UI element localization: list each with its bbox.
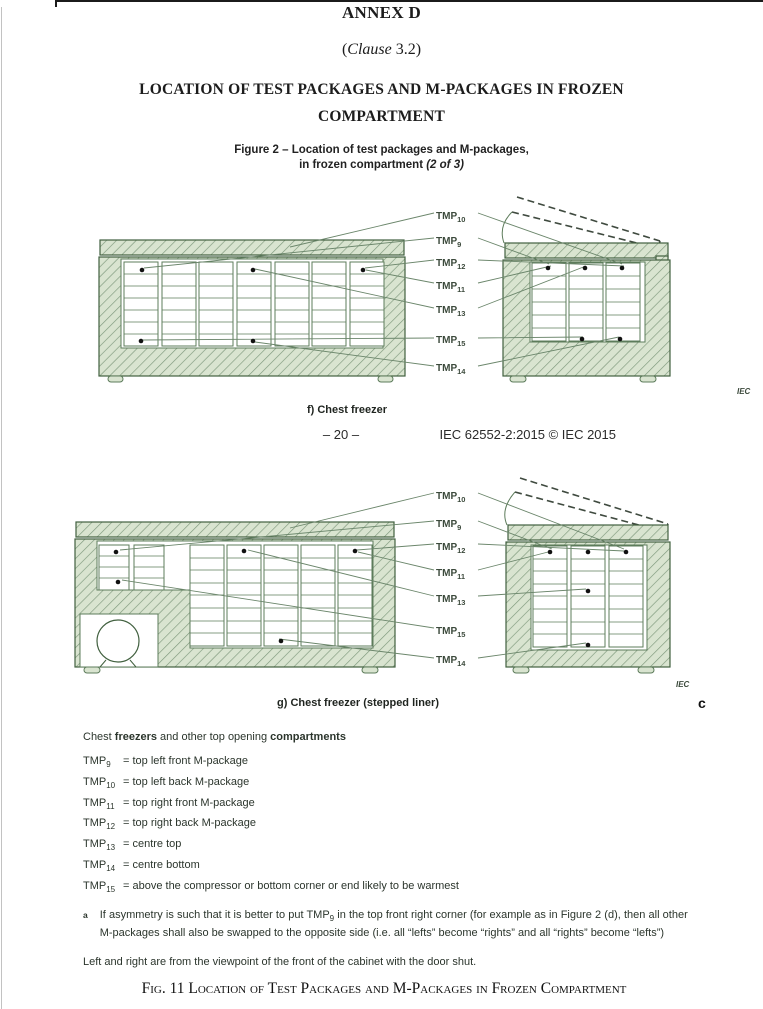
legend-heading-part-bold: freezers	[114, 731, 157, 743]
tmp-label: $TMP_{11}$	[436, 281, 466, 294]
tmp-definition: = centre top	[123, 838, 182, 851]
freezer-foot	[640, 376, 656, 382]
page-title-line1: LOCATION OF TEST PACKAGES AND M-PACKAGES IN FROZEN	[139, 81, 624, 98]
figure-f-caption: f) Chest freezer	[306, 404, 388, 416]
figure-2-title	[0, 143, 763, 173]
legend-item	[83, 859, 695, 880]
legend-heading-part: Chest	[83, 731, 115, 743]
legend-block	[83, 731, 695, 968]
tmp-label: $TMP_{12}$	[436, 542, 466, 555]
figure-g-caption: g) Chest freezer (stepped liner)	[277, 697, 439, 709]
clause-number: 3.2)	[391, 41, 422, 58]
tmp-label: $TMP_{13}$	[436, 594, 466, 607]
figure-2-title-sheet-number: (2 of 3)	[426, 159, 464, 171]
iec-mark: IEC	[676, 680, 690, 689]
open-lid-dashed-outline	[512, 197, 660, 249]
tmp-label: $TMP_9$	[436, 236, 462, 249]
figure-2-title-line1: Figure 2 – Location of test packages and M-packages,	[234, 144, 529, 156]
scan-artifact-top-line	[55, 0, 763, 2]
legend-item	[83, 755, 695, 776]
clause-word: Clause	[347, 41, 392, 58]
page-title-line2: COMPARTMENT	[317, 108, 446, 125]
freezer-foot	[108, 376, 123, 382]
revision-marker: c	[698, 695, 706, 711]
legend-item	[83, 880, 695, 901]
annex-title: ANNEX D	[341, 3, 422, 22]
lid-swing-arc	[502, 212, 512, 243]
tmp-label: $TMP_{14}$	[436, 363, 466, 376]
compressor	[97, 620, 139, 662]
chest-freezer-side-view	[502, 197, 670, 382]
freezer-foot	[513, 667, 529, 673]
figure-2-title-line2-text: in frozen compartment	[299, 159, 427, 171]
tmp-label: $TMP_{10}$	[436, 491, 466, 504]
tmp-label: $TMP_{11}$	[436, 568, 466, 581]
page-title	[0, 76, 763, 130]
footnote-text	[100, 908, 688, 941]
freezer-foot	[378, 376, 393, 382]
tmp-identifier: $TMP_{10}$	[83, 775, 116, 790]
footnote-marker: a	[83, 909, 88, 920]
tmp-identifier: $TMP_9$	[83, 755, 111, 770]
tmp-label: $TMP_{15}$	[436, 626, 466, 639]
tmp-label: $TMP_{14}$	[436, 655, 466, 668]
tmp-definition: = centre bottom	[123, 858, 200, 871]
freezer-foot	[84, 667, 100, 673]
tmp-labels	[436, 491, 466, 668]
chest-freezer-front-view	[99, 240, 405, 382]
tmp-definition: = top right back M-package	[123, 817, 256, 830]
legend-heading-part-bold: compartments	[270, 731, 346, 743]
tmp-label: $TMP_9$	[436, 519, 462, 532]
tmp-definition: = top right front M-package	[123, 796, 255, 809]
iec-mark: IEC	[737, 387, 751, 396]
tmp-label: $TMP_{10}$	[436, 211, 466, 224]
tmp-identifier: $TMP_{11}$	[83, 796, 115, 811]
tmp-identifier: $TMP_{12}$	[83, 817, 116, 832]
tmp-identifier: $TMP_{14}$	[83, 858, 116, 874]
tmp-definition: = above the compressor or bottom corner or end likely to be warmest	[123, 879, 459, 892]
clause-open-paren: (	[341, 41, 348, 58]
external-figure-caption: Fig. 11 Location of Test Packages and M-Packages in Frozen Compartment	[141, 980, 627, 997]
tmp-label: $TMP_{15}$	[436, 335, 466, 348]
legend-item	[83, 817, 695, 838]
legend-item	[83, 776, 695, 797]
tmp-labels	[436, 211, 466, 376]
tmp-definition: = top left back M-package	[123, 775, 250, 788]
footnote-text-after: in the top front right corner (for example as in Figure 2 (d), then all other M-packages shall also be swapped to the opposite side (i.e. all “lefts” become “rights” and all “rights” become “lefts”)	[99, 908, 688, 940]
tmp-label: $TMP_{13}$	[436, 305, 466, 318]
freezer-foot	[510, 376, 526, 382]
document-reference: IEC 62552-2:2015 © IEC 2015	[439, 427, 616, 442]
chest-freezer-diagram	[0, 185, 763, 400]
legend-heading	[83, 731, 695, 743]
clause-reference	[0, 41, 763, 59]
footnote-text-before: If asymmetry is such that it is better to put TMP	[99, 908, 330, 921]
tmp-identifier: $TMP_{13}$	[83, 838, 116, 853]
viewpoint-note: Left and right are from the viewpoint of the front of the cabinet with the door shut.	[83, 955, 477, 968]
page-number: – 20 –	[322, 427, 360, 442]
lid-swing-arc	[505, 492, 515, 525]
freezer-foot	[638, 667, 654, 673]
footnote-a	[83, 908, 695, 941]
legend-heading-part: and other top opening	[157, 731, 271, 743]
tmp-definition: = top left front M-package	[123, 755, 249, 767]
legend-item	[83, 797, 695, 818]
legend-item	[83, 838, 695, 859]
chest-freezer-stepped-liner-diagram	[0, 460, 763, 692]
tmp-label: $TMP_{12}$	[436, 258, 466, 271]
footnote-tmp-subscript: 9	[329, 913, 335, 923]
freezer-foot	[362, 667, 378, 673]
figure-2-title-line2	[0, 158, 763, 173]
tmp-identifier: $TMP_{15}$	[83, 879, 116, 894]
